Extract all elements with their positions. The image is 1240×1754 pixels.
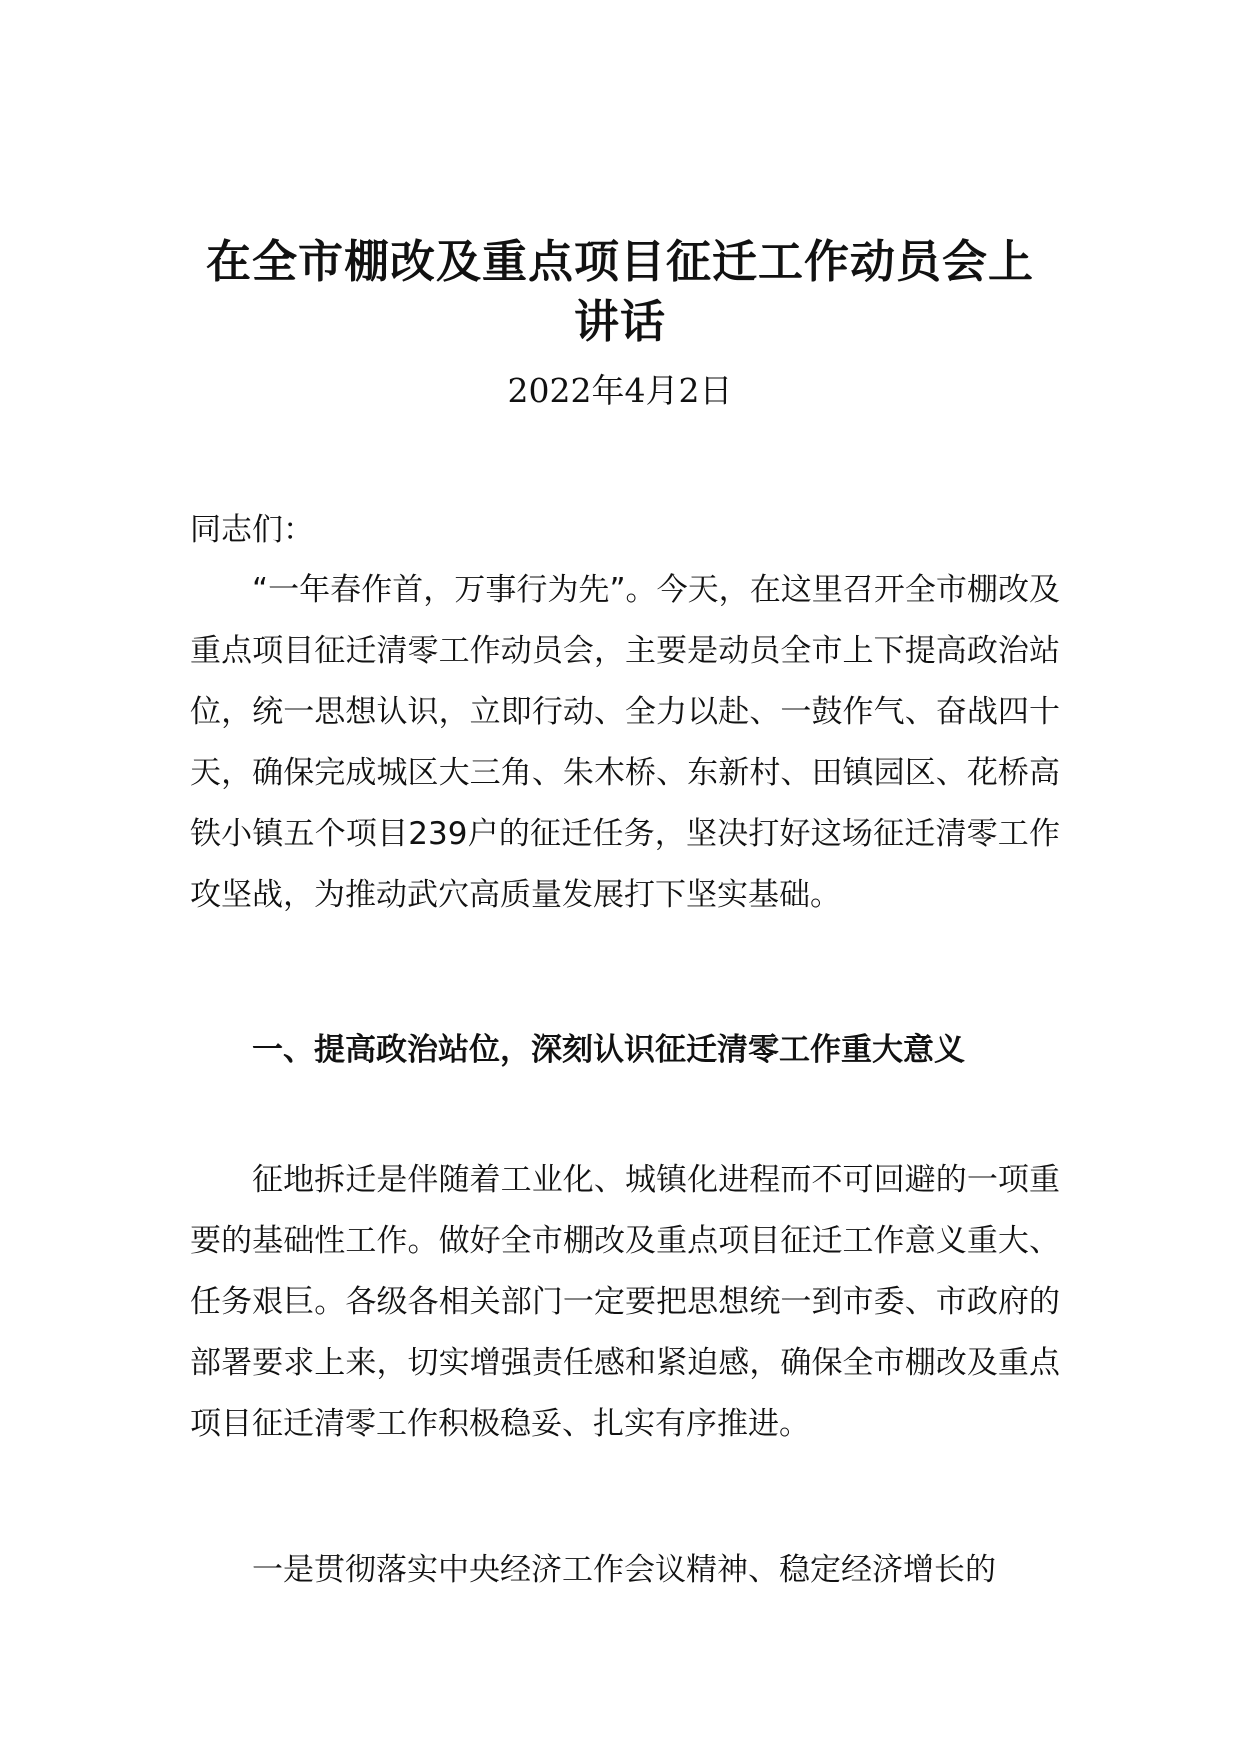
- salutation: 同志们：: [190, 512, 314, 548]
- section-heading-1: 一、提高政治站位，深刻认识征迁清零工作重大意义: [252, 1032, 965, 1068]
- document-date: 2022年4月2日: [507, 371, 733, 410]
- paragraph-1: “一年春作首，万事行为先”。今天，在这里召开全市棚改及重点项目征迁清零工作动员会，主要是动员全市上下提高政治站位，统一思想认识，立即行动、全力以赴、一鼓作气、奋战四十天，确保完成城区大三角、朱木桥、东新村、田镇园区、花桥高铁小镇五个项目239户的征迁任务，坚决打好这场征迁清零工作攻坚战，为推动武穴高质量发展打下坚实基础。: [190, 572, 1060, 913]
- paragraph-2: 征地拆迁是伴随着工业化、城镇化进程而不可回避的一项重要的基础性工作。做好全市棚改及重点项目征迁工作意义重大、任务艰巨。各级各相关部门一定要把思想统一到市委、市政府的部署要求上来，切实增强责任感和紧迫感，确保全市棚改及重点项目征迁清零工作积极稳妥、扎实有序推进。: [190, 1162, 1060, 1442]
- document-title: 在全市棚改及重点项目征迁工作动员会上讲话: [205, 235, 1034, 348]
- paragraph-3: 一是贯彻落实中央经济工作会议精神、稳定经济增长的: [252, 1552, 996, 1588]
